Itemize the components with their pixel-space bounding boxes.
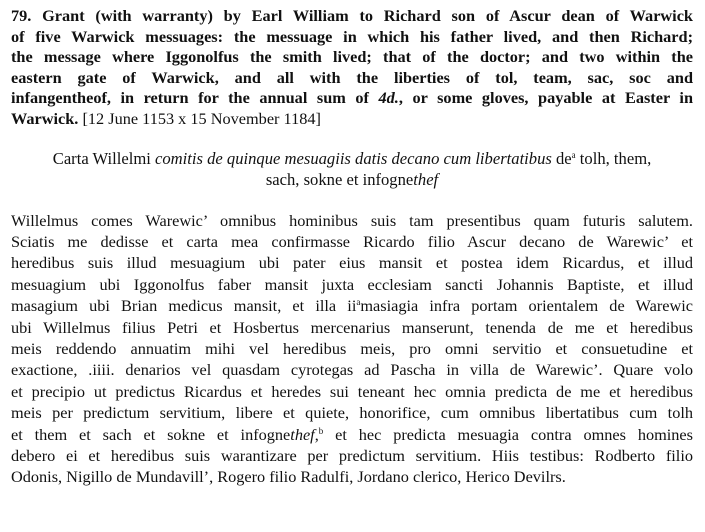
text-segment: et them et sach et sokne et infogne (11, 424, 291, 444)
charter-summary-heading (11, 6, 693, 130)
text-line: Willelmus comes Warewic’ omnibus hominibus suis tam presentibus quam futuris salutem. (11, 210, 693, 230)
heading-line: 79. Grant (with warranty) by Earl William to Richard son of Ascur dean of Warwick (11, 6, 693, 25)
heading-amount: 4d. (378, 88, 399, 108)
heading-line: eastern gate of Warwick, and all with the liberties of tol, team, sac, soc and (11, 67, 693, 87)
text-line (11, 295, 693, 316)
heading-text: , or some gloves, payable at Easter in (398, 88, 693, 108)
title-italic-text: comitis de quinque mesuagiis datis decano cum libertatibus (155, 148, 552, 168)
title-text: tolh, them, (575, 148, 652, 168)
heading-text: Warwick. (11, 108, 79, 128)
text-line: et precipio ut predictus Ricardus et heredes sui teneant hec omnia predicta de me et heredibus (11, 381, 693, 401)
title-line (11, 169, 693, 190)
title-text: sach, sokne et infogne (265, 169, 414, 189)
text-line: exactione, .iiii. denarios vel quasdam cyrotegas ad Pascha in villa de Warewic’. Quare volo (11, 360, 693, 380)
text-segment: masiagia infra portam orientalem de Warewic (360, 296, 693, 316)
text-line: meis reddendo annuatim mihi vel heredibus meis, pro omni servitio et consuetudine et (11, 339, 693, 358)
text-line: Odonis, Nigillo de Mundavill’, Rogero filio Radulfi, Jordano clerico, Herico Devilrs. (11, 467, 566, 487)
heading-last-line (11, 109, 693, 130)
text-line: mesuagium ubi Iggonolfus faber mansit juxta ecclesiam sancti Johannis Baptiste, et illud (11, 274, 693, 294)
title-text: de (551, 148, 572, 168)
footnote-marker: b (318, 425, 324, 436)
heading-text: infangentheof, in return for the annual sum of (11, 88, 379, 108)
text-segment: et hec predicta mesuagia contra omnes homines (323, 424, 693, 444)
footnote-marker: a (571, 149, 576, 160)
charter-text (11, 210, 693, 488)
title-line (11, 148, 693, 169)
title-text: Carta Willelmi (52, 148, 156, 168)
text-line: Sciatis me dedisse et carta mea confirmasse Ricardo filio Ascur decano de Warewic’ et (11, 231, 693, 251)
title-italic-text: thef (413, 169, 439, 189)
text-line: debero ei et heredibus suis warantizare per predictum servitium. Hiis testibus: Rodberto filio (11, 446, 693, 466)
text-line: et them et sach et sokne et infognethef,$^b$ et hec predicta mesuagia contra omnes homines (11, 424, 693, 444)
heading-line (11, 88, 693, 109)
text-segment: masagium ubi Brian medicus mansit, et illa ii (11, 296, 357, 316)
footnote-marker: a (356, 297, 361, 308)
charter-date: [12 June 1153 x 15 November 1184] (82, 108, 321, 128)
document-page (11, 6, 693, 488)
text-italic-segment: thef (290, 424, 315, 444)
text-line: ubi Willelmus filius Petri et Hosbertus mercenarius manserunt, tenenda de me et heredibus (11, 317, 693, 337)
heading-line: of five Warwick messuages: the messuage in which his father lived, and then Richard; (11, 26, 693, 46)
charter-latin-title (11, 148, 693, 190)
text-line: meis per predictum servitium, libere et quiete, honorifice, cum omnibus libertatibus cum tolh (11, 403, 693, 423)
text-line: heredibus suis illud mesuagium ubi pater eius mansit et postea idem Ricardus, et illud (11, 253, 693, 273)
heading-line: the message where Iggonolfus the smith lived; that of the doctor; and two within the (11, 47, 693, 67)
